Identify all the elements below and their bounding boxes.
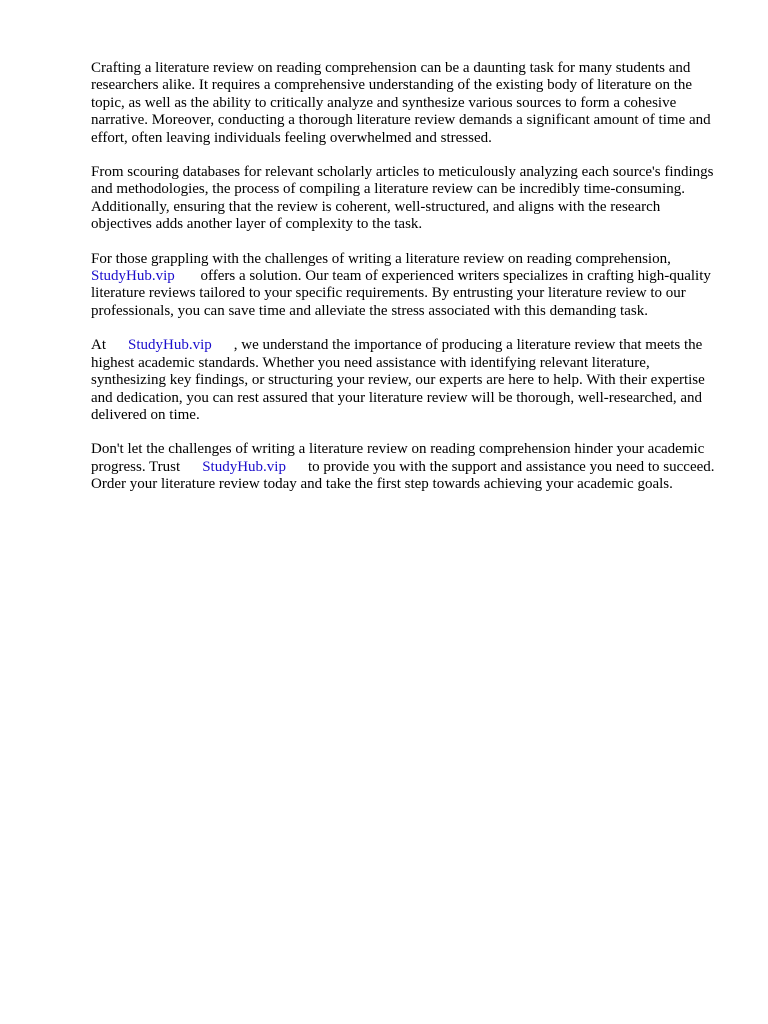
paragraph-closing-text-before: Don't let the challenges of writing a literature review on reading comprehension hinder your academic progress. Trust xyxy=(91,441,705,475)
paragraph-intro: Crafting a literature review on reading comprehension can be a daunting task for many students and researchers alike. It requires a comprehensive understanding of the existing body of literature on the topic, as well as the ability to critically analyze and synthesize various sources to form a cohesive narrative. Moreover, conducting a thorough literature review demands a significant amount of time and effort, often leaving individuals feeling overwhelmed and stressed. xyxy=(91,60,711,146)
paragraph-closing-text-after: to provide you with the support and assistance you need to succeed. Order your literature review today and take the first step towards achieving your academic goals. xyxy=(91,458,715,493)
paragraph-standards-text-before: At xyxy=(91,337,106,354)
paragraph-solution-text-after: offers a solution. Our team of experienced writers specializes in crafting high-quality literature reviews tailored to your specific requirements. By entrusting your literature review to our professionals, you can save time and alleviate the stress associated with this demanding task. xyxy=(91,268,711,319)
document-body xyxy=(91,60,716,511)
paragraph-standards-text-after: , we understand the importance of producing a literature review that meets the highest academic standards. Whether you need assistance with identifying relevant literature, synthesizing key findings, or structuring your review, our experts are here to help. With their expertise and dedication, you can rest assured that your literature review will be thorough, well-researched, and delivered on time. xyxy=(91,337,705,423)
paragraph-standards xyxy=(91,337,716,424)
paragraph-closing xyxy=(91,441,716,493)
studyhub-link[interactable]: StudyHub.vip xyxy=(91,268,175,285)
studyhub-link[interactable]: StudyHub.vip xyxy=(128,337,212,354)
paragraph-process: From scouring databases for relevant scholarly articles to meticulously analyzing each source's findings and methodologies, the process of compiling a literature review can be incredibly time-consuming. Additionally, ensuring that the review is coherent, well-structured, and aligns with the research objectives adds another layer of complexity to the task. xyxy=(91,164,714,233)
studyhub-link[interactable]: StudyHub.vip xyxy=(202,458,286,475)
paragraph-solution xyxy=(91,251,716,321)
paragraph-solution-text-before: For those grappling with the challenges of writing a literature review on reading comprehension, xyxy=(91,250,671,267)
